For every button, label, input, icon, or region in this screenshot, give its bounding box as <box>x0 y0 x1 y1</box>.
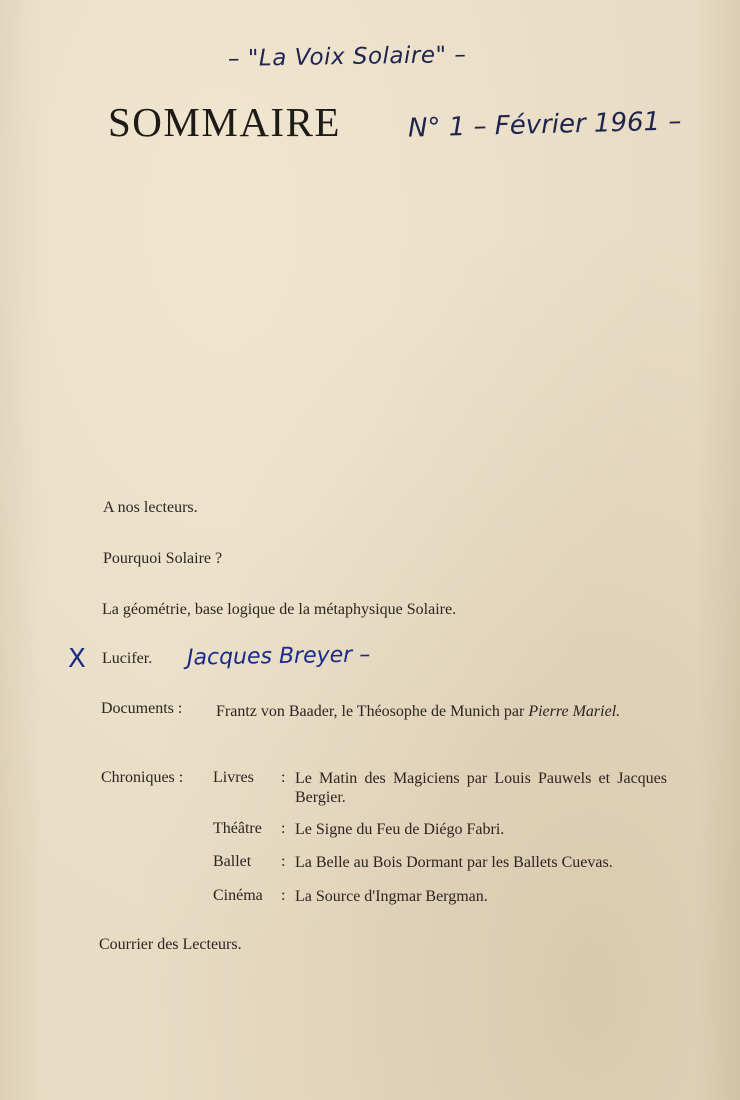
chronique-colon: : <box>281 769 286 786</box>
chronique-category: Ballet <box>213 853 252 870</box>
entry-courrier: Courrier des Lecteurs. <box>99 936 242 953</box>
chronique-text: La Source d'Ingmar Bergman. <box>295 888 488 905</box>
chronique-colon: : <box>281 887 286 904</box>
chronique-category: Cinéma <box>213 887 263 904</box>
chronique-category: Théâtre <box>213 820 262 837</box>
chroniques-label: Chroniques : <box>101 769 184 786</box>
chronique-category: Livres <box>213 769 254 786</box>
chronique-colon: : <box>281 820 286 837</box>
entry-nos-lecteurs: A nos lecteurs. <box>103 499 198 516</box>
documents-author: Pierre Mariel. <box>528 703 621 720</box>
handwritten-lucifer-author: Jacques Breyer – <box>186 642 371 671</box>
chronique-text: La Belle au Bois Dormant par les Ballets Cuevas. <box>295 854 613 871</box>
documents-text: Frantz von Baader, le Théosophe de Munich par <box>216 703 525 720</box>
chronique-text: Le Matin des Magiciens par Louis Pauwels et Jacques Bergier. <box>295 770 667 806</box>
handwritten-check-mark: X <box>68 644 86 674</box>
handwritten-issue-note: N° 1 – Février 1961 – <box>407 106 682 144</box>
entry-geometrie: La géométrie, base logique de la métaphysique Solaire. <box>102 601 457 618</box>
documents-label: Documents : <box>101 700 183 717</box>
entry-pourquoi-solaire: Pourquoi Solaire ? <box>103 550 223 567</box>
handwritten-title-note: – "La Voix Solaire" – <box>227 41 467 73</box>
entry-lucifer: Lucifer. <box>102 650 153 667</box>
chronique-colon: : <box>281 853 286 870</box>
documents-entry <box>216 702 665 721</box>
chronique-text: Le Signe du Feu de Diégo Fabri. <box>295 821 505 838</box>
page-title: SOMMAIRE <box>108 99 341 145</box>
